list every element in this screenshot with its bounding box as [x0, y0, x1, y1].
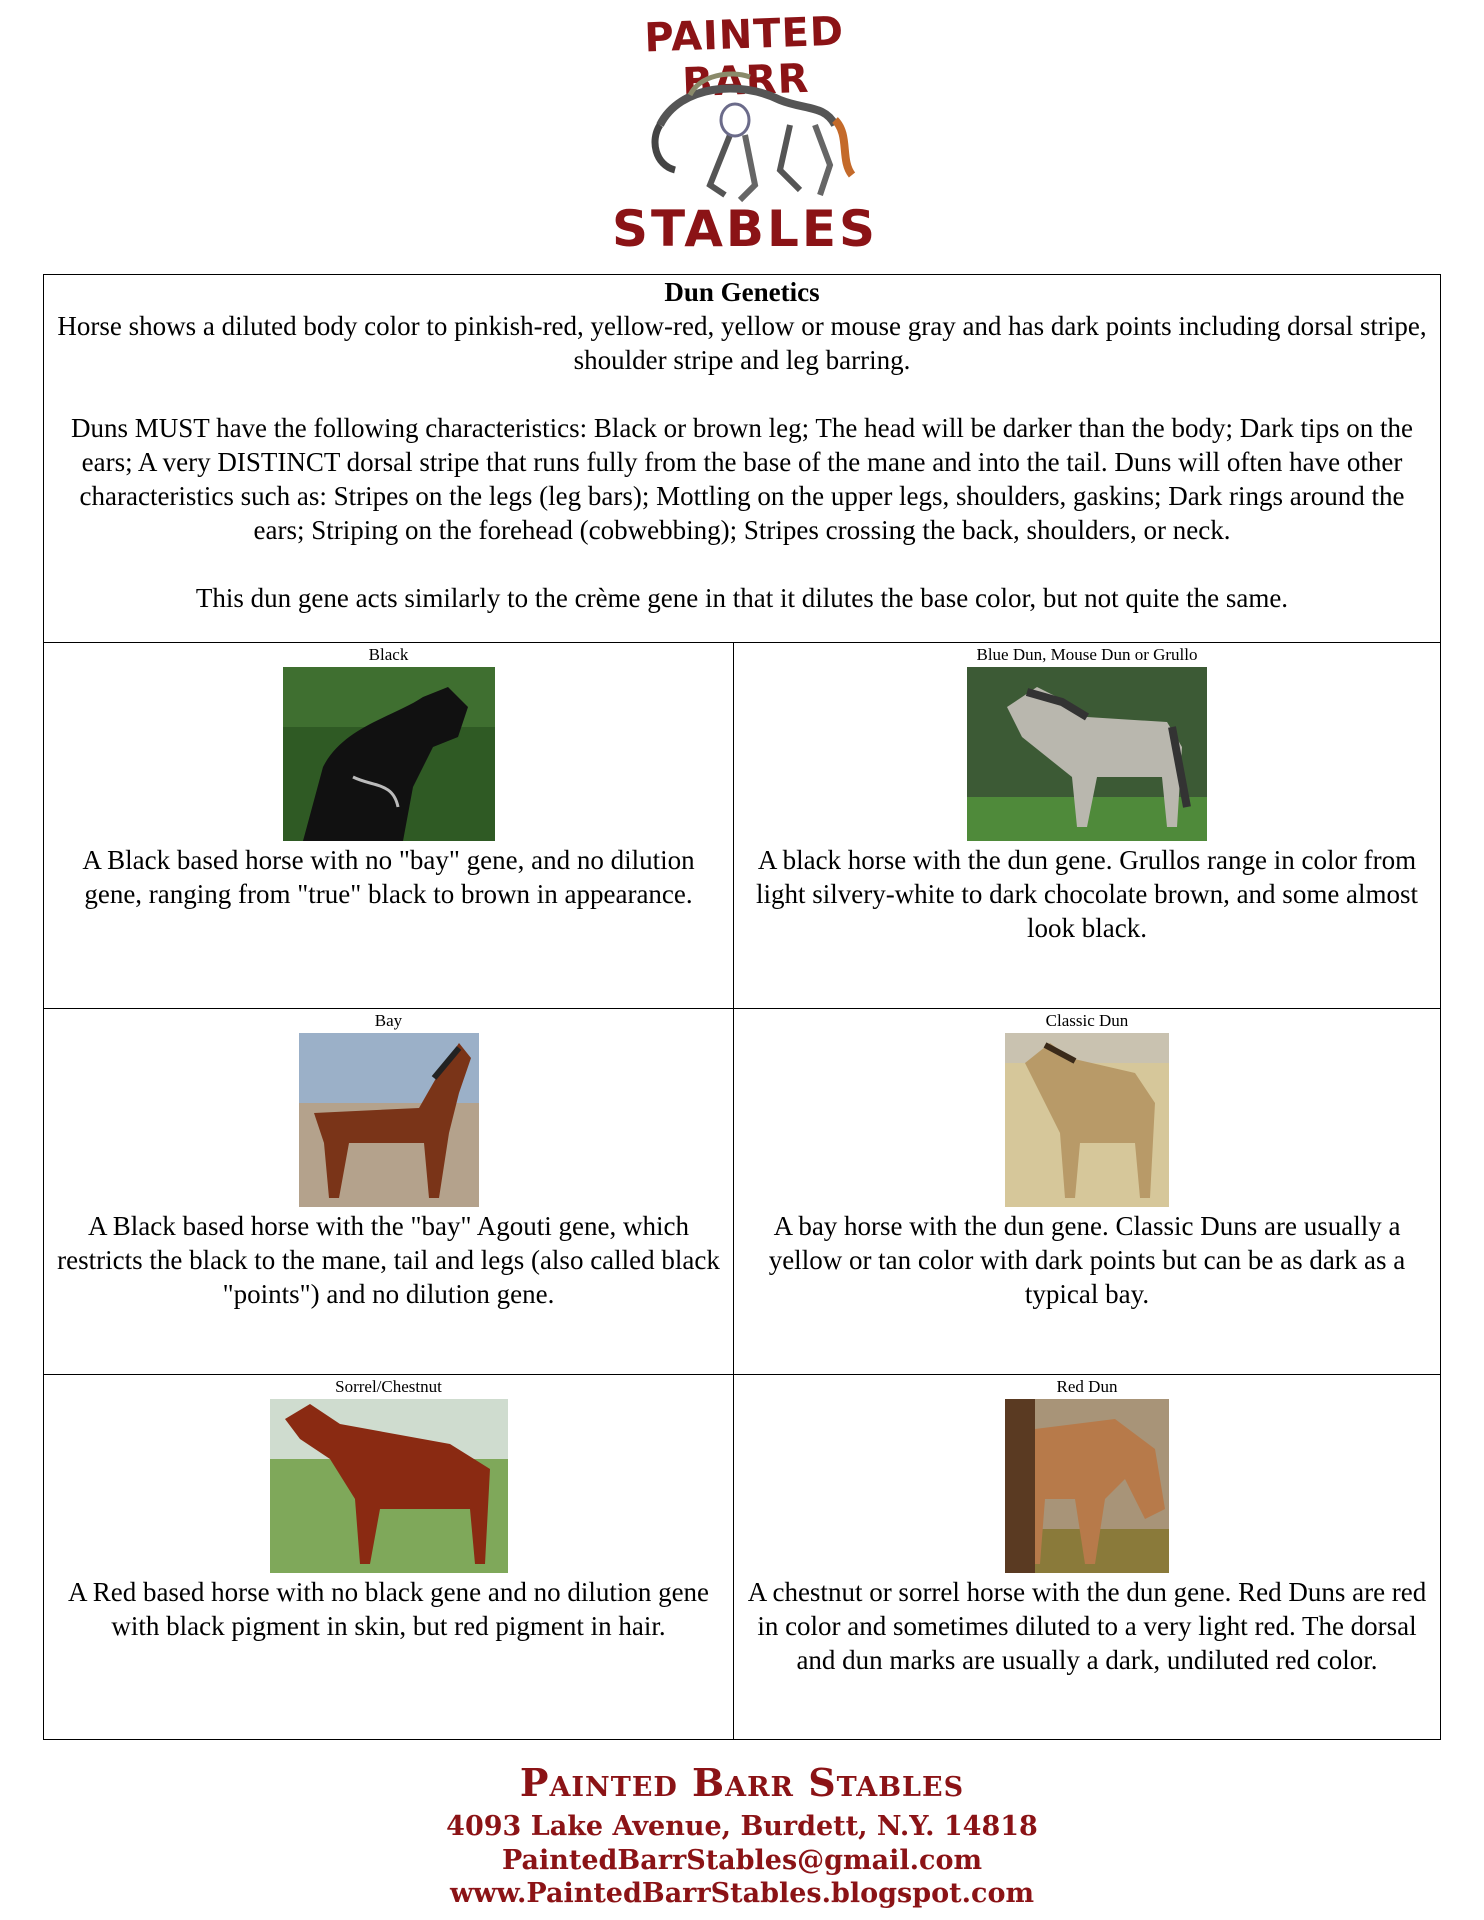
cell-description: A Red based horse with no black gene and no dilution gene with black pigment in skin, but red pigment in hair.	[67, 1577, 710, 1641]
cell-label: Red Dun	[1056, 1377, 1118, 1396]
cell-description: A Black based horse with the "bay" Agouti gene, which restricts the black to the mane, tail and legs (also called black "points") and no dilution gene.	[57, 1211, 720, 1309]
grid-cell-sorrel	[44, 1375, 734, 1739]
cell-description: A black horse with the dun gene. Grullos range in color from light silvery-white to dark chocolate brown, and some almost look black.	[755, 845, 1419, 943]
sorrel-horse-photo	[270, 1399, 508, 1573]
cell-label: Classic Dun	[1045, 1011, 1129, 1030]
footer-business-name: Painted Barr Stables	[519, 1760, 965, 1805]
logo	[600, 0, 890, 268]
grid-cell-classic-dun	[734, 1009, 1440, 1375]
bay-horse-photo	[299, 1033, 479, 1207]
black-horse-photo	[283, 667, 495, 841]
footer-address: 4093 Lake Avenue, Burdett, N.Y. 14818	[446, 1811, 1038, 1842]
cell-label: Blue Dun, Mouse Dun or Grullo	[976, 645, 1198, 664]
cell-description: A chestnut or sorrel horse with the dun gene. Red Duns are red in color and sometimes diluted to a very light red. The dorsal and dun marks are usually a dark, undiluted red color.	[747, 1577, 1427, 1675]
intro-paragraph-3: This dun gene acts similarly to the crème gene in that it dilutes the base color, but not quite the same.	[195, 583, 1289, 613]
grid-cell-bay	[44, 1009, 734, 1375]
intro-paragraph-2: Duns MUST have the following characteristics: Black or brown leg; The head will be darker than the body; Dark tips on the ears; A very DISTINCT dorsal stripe that runs fully from the base of the mane and into the tail. Duns will often have other characteristics such as: Stripes on the legs (leg bars); Mottling on the upper legs, shoulders, gaskins; Dark rings around the ears; Striping on the forehead (cobwebbing); Stripes crossing the back, shoulders, or neck.	[71, 413, 1413, 545]
grullo-horse-photo	[967, 667, 1207, 841]
cell-description: A bay horse with the dun gene. Classic Duns are usually a yellow or tan color with dark points but can be as dark as a typical bay.	[768, 1211, 1406, 1309]
logo-top-text: PAINTED BARR	[643, 8, 845, 107]
content-frame	[43, 274, 1441, 1740]
footer-email[interactable]: PaintedBarrStables@gmail.com	[501, 1845, 983, 1876]
page-title: Dun Genetics	[664, 277, 820, 307]
grid-cell-black	[44, 643, 734, 1009]
grid-cell-red-dun	[734, 1375, 1440, 1739]
footer-website[interactable]: www.PaintedBarrStables.blogspot.com	[449, 1878, 1035, 1909]
red-dun-horse-photo	[1005, 1399, 1169, 1573]
horse-logo-icon	[630, 55, 860, 205]
cell-label: Black	[368, 645, 409, 664]
color-grid	[44, 643, 1440, 1739]
cell-label: Bay	[374, 1011, 403, 1030]
logo-bottom-text: STABLES	[611, 200, 879, 258]
classic-dun-horse-photo	[1005, 1033, 1169, 1207]
cell-description: A Black based horse with no "bay" gene, and no dilution gene, ranging from "true" black to brown in appearance.	[82, 845, 695, 909]
cell-label: Sorrel/Chestnut	[335, 1377, 442, 1396]
intro-paragraph-1: Horse shows a diluted body color to pinkish-red, yellow-red, yellow or mouse gray and has dark points including dorsal stripe, shoulder stripe and leg barring.	[57, 311, 1427, 375]
grid-cell-blue-dun	[734, 643, 1440, 1009]
intro-section	[44, 275, 1440, 643]
